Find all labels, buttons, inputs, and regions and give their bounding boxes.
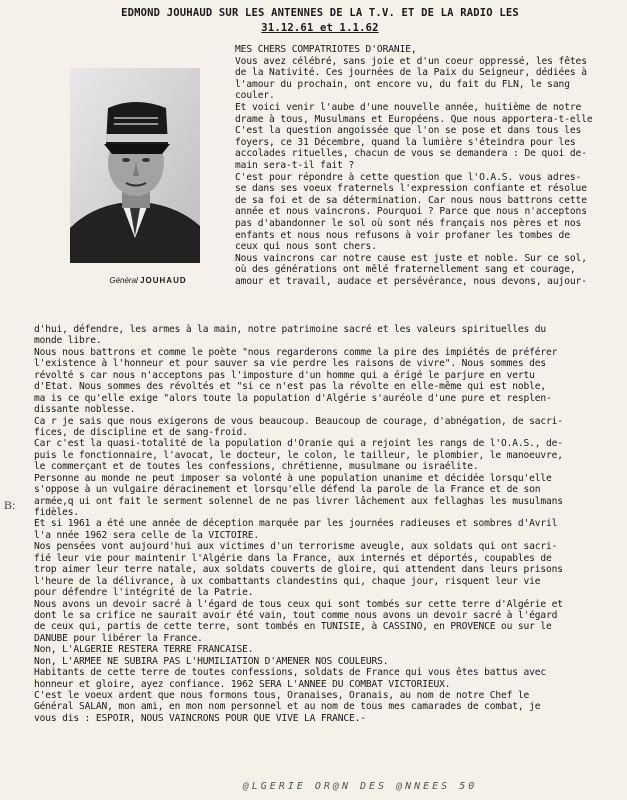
header-dates: 31.12.61 et 1.1.62 xyxy=(261,22,379,34)
text-line: armée,q ui ont fait le serment solennel de ne pas livrer lâchement aux fellaghas les musulmans xyxy=(34,495,563,507)
text-line: l'amour du prochain, ont encore vu, du fait du FLN, le sang xyxy=(235,78,570,90)
text-line: amour et travail, audace et persévérance, nous devons, aujour- xyxy=(235,275,587,287)
text-line: année et nous vaincrons. Pourquoi ? Parce que nous n'acceptons xyxy=(235,206,587,218)
margin-mark: B: xyxy=(4,498,16,512)
text-line: trop aimer leur terre natale, aux soldats couverts de gloire, qui attendent dans leurs prisons xyxy=(34,564,563,576)
text-line: couler. xyxy=(235,90,275,102)
text-line: de la Nativité. Ces journées de la Paix du Seigneur, dédiées à xyxy=(235,67,587,79)
text-line: monde libre. xyxy=(34,335,102,347)
text-line: se dans ses voeux fraternels l'expression confiante et résolue xyxy=(235,183,587,195)
caption-name: JOUHAUD xyxy=(140,276,187,285)
text-line: de ceux qui, partis de cette terre, sont tombés en TUNISIE, à CASSINO, en PROVENCE ou sur le xyxy=(34,621,552,633)
text-line: de sa foi et de sa détermination. Car nous nous battrons cette xyxy=(235,194,587,206)
text-line: accolades rituelles, chacun de vous se demandera : De quoi de- xyxy=(235,148,587,160)
text-line: Nous avons un devoir sacré à l'égard de tous ceux qui sont tombés sur cette terre d'Algérie et xyxy=(34,598,563,610)
text-line: drame à tous, Musulmans et Européens. Que nous apportera-t-elle xyxy=(235,113,593,125)
full-width-text xyxy=(34,324,624,724)
text-line: puis le fonctionnaire, l'avocat, le docteur, le colon, le tailleur, le plombier, le manoeuvre, xyxy=(34,449,563,461)
text-line: C'est pour répondre à cette question que l'O.A.S. vous adres- xyxy=(235,171,582,183)
text-line: Nos pensées vont aujourd'hui aux victimes d'un terrorisme aveugle, aux soldats qui ont sacri- xyxy=(34,541,558,553)
text-line: Non, L'ARMEE NE SUBIRA PAS L'HUMILIATION D'AMENER NOS COULEURS. xyxy=(34,655,389,667)
text-line: Habitants de cette terre de toutes confessions, soldats de France qui vous êtes battus avec xyxy=(34,667,546,679)
text-line: d'Etat. Nous sommes des révoltés et "si ce n'est pas la révolte en elle-même qui est noble, xyxy=(34,381,546,393)
text-line: foyers, ce 31 Décembre, quand la lumière s'éteindra pour les xyxy=(235,136,576,148)
text-line: où des générations ont mêlé fraternellement sang et courage, xyxy=(235,264,576,276)
text-line: MES CHERS COMPATRIOTES D'ORANIE, xyxy=(235,44,417,55)
text-line: C'est la question angoissée que l'on se pose et dans tous les xyxy=(235,125,582,137)
portrait-photo xyxy=(70,68,200,263)
text-line: s'oppose à un vulgaire déracinement et lorsqu'elle défend la parole de la France et de son xyxy=(34,484,541,496)
text-line: le commerçant et de toutes les confessions, chrétienne, musulmane ou israélite. xyxy=(34,461,479,473)
document-header xyxy=(40,6,600,36)
text-line: dissante noblesse. xyxy=(34,404,136,416)
text-line: fidèles. xyxy=(34,507,80,518)
text-line: ceux qui nous sont chers. xyxy=(235,241,377,253)
text-line: l'a nnée 1962 sera celle de la VICTOIRE. xyxy=(34,529,260,541)
text-line: pas d'abandonner le sol où sont nés français nos pères et nos xyxy=(235,217,582,229)
text-line: vous dis : ESPOIR, NOUS VAINCRONS POUR QUE VIVE LA FRANCE.- xyxy=(34,712,366,724)
portrait-image xyxy=(70,68,200,263)
text-line: dont le sa crifice ne saurait avoir été vain, tout comme nous avons un devoir sacré à l'égard xyxy=(34,609,558,621)
text-line: fices, de discipline et de sang-froid. xyxy=(34,426,248,438)
text-line: fié leur vie pour maintenir l'Algérie dans la France, aux internés et déportés, coupables de xyxy=(34,552,552,564)
text-line: Vous avez célébré, sans joie et d'un coeur oppressé, les fêtes xyxy=(235,55,587,67)
text-line: Car c'est la quasi-totalité de la population d'Oranie qui a rejoint les rangs de l'O.A.S., de- xyxy=(34,438,563,450)
text-line: Personne au monde ne peut imposer sa volonté à une population unanime et décidée lorsqu'elle xyxy=(34,472,552,484)
text-line: pour défendre l'intégrité de la Patrie. xyxy=(34,587,254,599)
text-line: C'est le voeux ardent que nous formons tous, Oranaises, Oranais, au nom de notre Chef le xyxy=(34,690,530,701)
text-line: ma is ce qu'elle exige "alors toute la population d'Algérie s'auréole d'une pure et resplen- xyxy=(34,392,552,404)
footer-watermark: @LGERIE OR@N DES @NNEES 50 xyxy=(242,781,478,792)
text-line: Général SALAN, mon ami, en mon nom personnel et au nom de tous mes camarades de combat, je xyxy=(34,701,541,713)
text-line: Non, L'ALGERIE RESTERA TERRE FRANCAISE. xyxy=(34,644,254,656)
text-line: Et si 1961 a été une année de déception marquée par les journées radieuses et sombres d'Avril xyxy=(34,518,558,530)
text-line: Et voici venir l'aube d'une nouvelle année, huitième de notre xyxy=(235,101,582,113)
text-line: révolté s car nous n'acceptons pas l'imposture d'un homme qui a érigé le parjure en vertu xyxy=(34,369,535,381)
text-line: l'heure de la délivrance, à ux combattants clandestins qui, chaque jour, risquent leur vie xyxy=(34,575,541,587)
side-column-text xyxy=(235,44,623,287)
text-line: DANUBE pour libérer la France. xyxy=(34,632,203,644)
text-line: l'existence à l'honneur et pour sauver sa vie perdre les raisons de vivre". Nous sommes des xyxy=(34,358,546,370)
text-line: Nous vaincrons car notre cause est juste et noble. Sur ce sol, xyxy=(235,252,587,264)
text-line: enfants et nous nous refusons à voir profaner les tombes de xyxy=(235,229,570,241)
text-line: Nous nous battrons et comme le poète "nous regarderons comme la pire des impiétés de préférer xyxy=(34,346,558,358)
text-line: Ca r je sais que nous exigerons de vous beaucoup. Beaucoup de courage, d'abnégation, de sacri- xyxy=(34,415,563,427)
portrait-caption xyxy=(88,276,208,285)
text-line: main sera-t-il fait ? xyxy=(235,159,355,171)
header-title: EDMOND JOUHAUD SUR LES ANTENNES DE LA T.V. ET DE LA RADIO LES xyxy=(121,7,519,19)
caption-prefix: Général xyxy=(109,276,138,285)
text-line: d'hui, défendre, les armes à la main, notre patrimoine sacré et les valeurs spirituelles du xyxy=(34,324,546,335)
text-line: honneur et gloire, ayez confiance. 1962 SERA L'ANNEE DU COMBAT VICTORIEUX. xyxy=(34,678,451,690)
